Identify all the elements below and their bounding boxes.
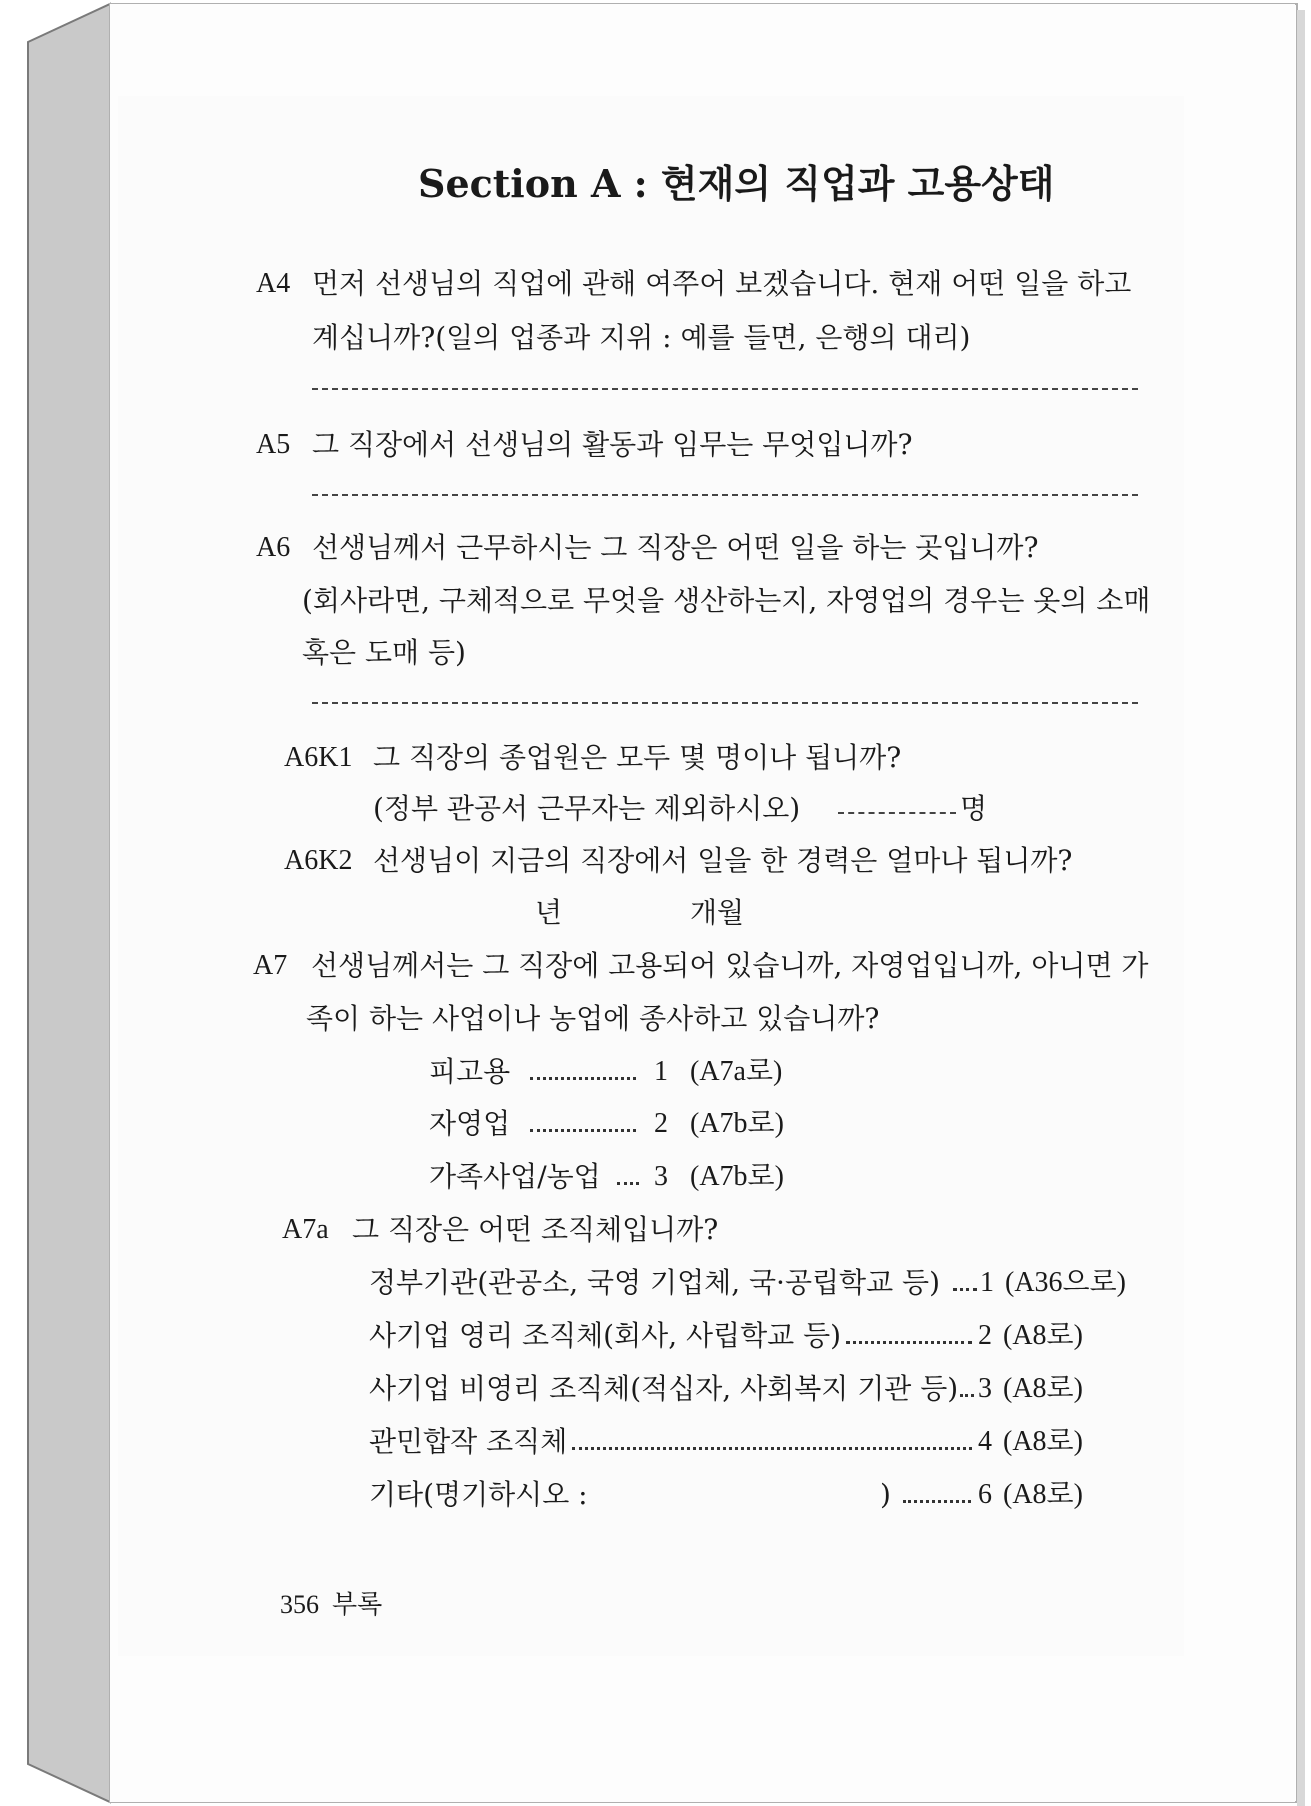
dot-leader xyxy=(903,1500,971,1503)
question-number-a7a: A7a xyxy=(282,1214,329,1245)
answer-line-a5[interactable] xyxy=(312,494,1138,496)
year-label-a6k2: 년 xyxy=(535,896,563,929)
question-text-a7-line2: 족이 하는 사업이나 농업에 종사하고 있습니까? xyxy=(306,1002,880,1035)
option-code: 3 xyxy=(654,1161,668,1192)
question-number-a7: A7 xyxy=(253,950,288,981)
answer-line-a4[interactable] xyxy=(312,388,1138,390)
question-text-a6k1-line2: (정부 관공서 근무자는 제외하시오) xyxy=(373,792,801,825)
dot-leader xyxy=(530,1129,636,1132)
dot-leader xyxy=(572,1447,972,1450)
section-title: Section A : 현재의 직업과 고용상태 xyxy=(418,161,1055,206)
option-code: 1 xyxy=(654,1056,668,1087)
option-goto: (A7a로) xyxy=(690,1056,783,1087)
question-text-a6-line1: 선생님께서 근무하시는 그 직장은 어떤 일을 하는 곳입니까? xyxy=(312,531,1039,564)
dot-leader xyxy=(846,1341,972,1344)
option-label: 자영업 xyxy=(429,1107,511,1140)
option-code: 1 xyxy=(980,1267,994,1298)
option-label: 관민합작 조직체 xyxy=(369,1425,568,1458)
option-label: 사기업 영리 조직체(회사, 사립학교 등) xyxy=(369,1319,842,1352)
option-code: 2 xyxy=(978,1320,992,1351)
question-text-a7-line1: 선생님께서는 그 직장에 고용되어 있습니까, 자영업입니까, 아니면 가 xyxy=(311,949,1149,982)
question-text-a4-line2: 계십니까?(일의 업종과 지위 : 예를 들면, 은행의 대리) xyxy=(312,321,971,354)
option-goto: (A8로) xyxy=(1003,1426,1083,1457)
answer-line-a6k1[interactable] xyxy=(838,812,956,814)
option-label: 피고용 xyxy=(429,1055,511,1088)
option-label: 기타(명기하시오 : xyxy=(369,1478,588,1511)
dot-leader xyxy=(953,1288,977,1291)
option-goto: (A8로) xyxy=(1003,1479,1083,1510)
option-close-paren: ) xyxy=(880,1478,891,1511)
question-text-a6-line2: (회사라면, 구체적으로 무엇을 생산하는지, 자영업의 경우는 옷의 소매 xyxy=(302,584,1151,617)
dot-leader xyxy=(960,1394,974,1397)
question-text-a6-line3: 혹은 도매 등) xyxy=(302,636,466,669)
option-code: 2 xyxy=(654,1108,668,1139)
question-text-a5: 그 직장에서 선생님의 활동과 임무는 무엇입니까? xyxy=(312,428,913,461)
option-goto: (A36으로) xyxy=(1005,1267,1126,1298)
question-number-a6: A6 xyxy=(256,532,291,563)
page-number: 356 xyxy=(280,1590,319,1619)
month-label-a6k2: 개월 xyxy=(690,896,745,929)
question-text-a6k1-line1: 그 직장의 종업원은 모두 몇 명이나 됩니까? xyxy=(373,741,902,774)
option-label: 가족사업/농업 xyxy=(429,1160,601,1193)
option-goto: (A7b로) xyxy=(690,1108,784,1139)
option-label: 사기업 비영리 조직체(적십자, 사회복지 기관 등) xyxy=(369,1372,959,1405)
question-text-a4-line1: 먼저 선생님의 직업에 관해 여쭈어 보겠습니다. 현재 어떤 일을 하고 xyxy=(312,267,1132,300)
question-number-a6k1: A6K1 xyxy=(284,742,353,773)
question-text-a7a: 그 직장은 어떤 조직체입니까? xyxy=(352,1213,719,1246)
option-label: 정부기관(관공소, 국영 기업체, 국·공립학교 등) xyxy=(369,1266,941,1299)
option-goto: (A7b로) xyxy=(690,1161,784,1192)
question-number-a4: A4 xyxy=(256,268,291,299)
question-number-a5: A5 xyxy=(256,429,291,460)
option-code: 6 xyxy=(978,1479,992,1510)
option-code: 3 xyxy=(978,1373,992,1404)
option-code: 4 xyxy=(978,1426,992,1457)
dot-leader xyxy=(530,1077,636,1080)
question-text-a6k2: 선생님이 지금의 직장에서 일을 한 경력은 얼마나 됩니까? xyxy=(373,844,1073,877)
unit-label-a6k1: 명 xyxy=(960,792,988,825)
answer-line-a6[interactable] xyxy=(312,702,1138,704)
question-number-a6k2: A6K2 xyxy=(284,845,353,876)
option-goto: (A8로) xyxy=(1003,1373,1083,1404)
option-goto: (A8로) xyxy=(1003,1320,1083,1351)
footer-section-label: 부록 xyxy=(332,1590,383,1620)
dot-leader xyxy=(617,1182,639,1185)
